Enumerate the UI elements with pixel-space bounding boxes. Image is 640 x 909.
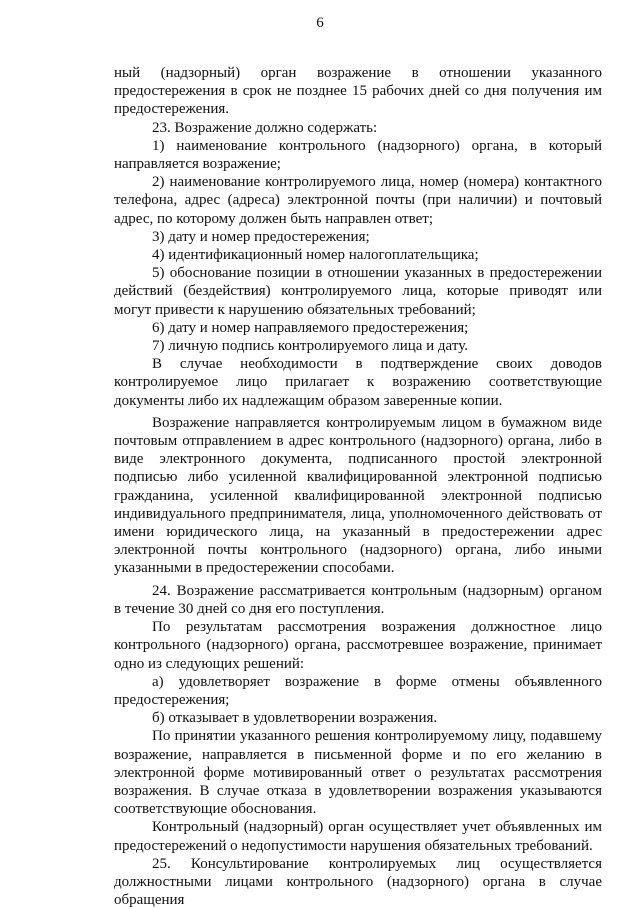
paragraph: а) удовлетворяет возражение в форме отмены объявленного предостережения; (114, 673, 602, 708)
paragraph: 2) наименование контролируемого лица, номер (номера) контактного телефона, адрес (адреса) электронной почты (при наличии) и почтовый адрес, по которому должен быть направлен ответ; (114, 174, 602, 227)
paragraph: В случае необходимости в подтверждение своих доводов контролируемое лицо прилагает к возражению соответствующие документы либо их надлежащим образом заверенные копии. (114, 356, 602, 409)
page-number: 6 (316, 15, 324, 31)
paragraph: 24. Возражение рассматривается контрольным (надзорным) органом в течение 30 дней со дня его поступления. (114, 582, 602, 617)
paragraph: 25. Консультирование контролируемых лиц осуществляется должностными лицами контрольного (надзорного) органа в случае обращения (114, 855, 602, 909)
paragraph: б) отказывает в удовлетворении возражения. (152, 710, 438, 727)
paragraph: 7) личную подпись контролируемого лица и дату. (152, 338, 468, 355)
paragraph: 1) наименование контрольного (надзорного) органа, в который направляется возражение; (114, 137, 602, 173)
paragraph: ный (надзорный) орган возражение в отношении указанного предостережения в срок не позднее 15 рабочих дней со дня получения им предостережения. (114, 65, 602, 118)
paragraph: По результатам рассмотрения возражения должностное лицо контрольного (надзорного) органа, рассмотревшее возражение, принимает одно из следующих решений: (114, 619, 602, 672)
document-body (114, 64, 602, 909)
paragraph: 3) дату и номер предостережения; (152, 228, 370, 245)
paragraph: 5) обоснование позиции в отношении указанных в предостережении действий (бездействия) контролируемого лица, которые приводят или могут привести к нарушению обязательных требований; (114, 265, 602, 318)
paragraph: 6) дату и номер направляемого предостережения; (152, 319, 469, 336)
paragraph: По принятии указанного решения контролируемому лицу, подавшему возражение, направляется в письменной форме и по его желанию в электронной форме мотивированный ответ о результатах рассмотрения возражения. В случае отказа в удовлетворении возражения указываются соответствующие обоснования. (114, 728, 602, 818)
paragraph: 23. Возражение должно содержать: (152, 119, 378, 136)
paragraph: Контрольный (надзорный) орган осуществляет учет объявленных им предостережений о недопустимости нарушения обязательных требований. (114, 819, 602, 854)
paragraph: Возражение направляется контролируемым лицом в бумажном виде почтовым отправлением в адрес контрольного (надзорного) органа, либо в виде электронного документа, подписанного простой электронной подписью либо усиленной квалифицированной электронной подписью гражданина, усиленной квалифицированной электронной подписью индивидуального предпринимателя, лица, уполномоченного действовать от имени юридического лица, на указанный в предостережении адрес электронной почты контрольного (надзорного) органа, либо иными указанными в предостережении способами. (114, 414, 602, 577)
paragraph: 4) идентификационный номер налогоплательщика; (152, 247, 479, 264)
